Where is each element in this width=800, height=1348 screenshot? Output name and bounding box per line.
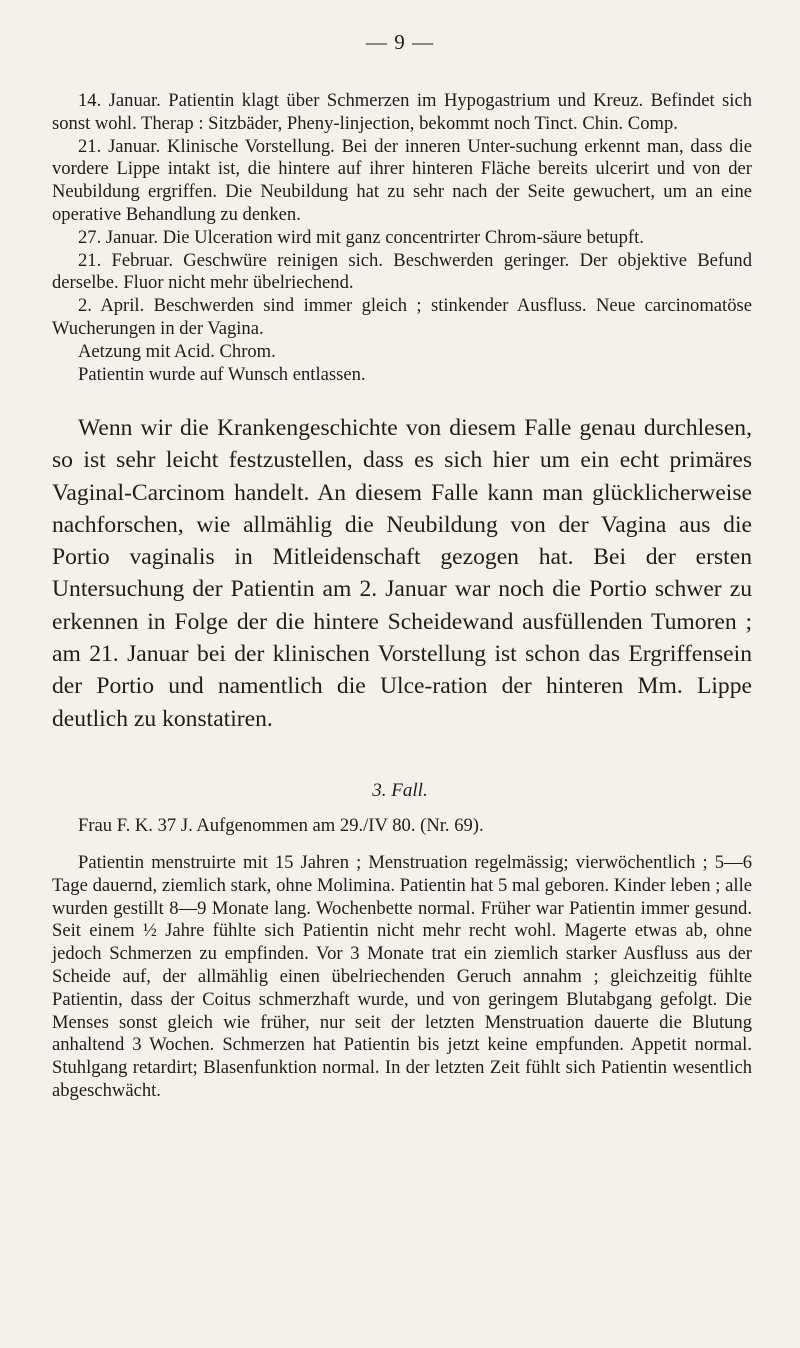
entry-21-januar: 21. Januar. Klinische Vorstellung. Bei der inneren Unter-suchung erkennt man, dass die vordere Lippe intakt ist, die hintere auf ihrer hinteren Fläche bereits ulcerirt und von der Neubildung ergriffen. Die Neubildung hat zu sehr nach der Seite gewuchert, um an eine operative Behandlung zu denken. (52, 135, 752, 225)
anamnesis-text: Patientin menstruirte mit 15 Jahren ; Menstruation regelmässig; vierwöchentlich ; 5—6 Tage dauernd, ziemlich stark, ohne Molimina. Patientin hat 5 mal geboren. Kinder leben ; alle wurden gestillt 8—9 Monate lang. Wochenbette normal. Früher war Patientin immer gesund. Seit einem ½ Jahre fühlte sich Patientin nicht mehr recht wohl. Magerte etwas ab, ohne jedoch Schmerzen zu empfinden. Vor 3 Monate trat ein ziemlich starker Ausfluss aus der Scheide auf, der allmählig einen übelriechenden Geruch annahm ; gleichzeitig fühlte Patientin, dass der Coitus schmerzhaft wurde, und von geringem Blutabgang gefolgt. Die Menses sonst gleich wie früher, nur seit der letzten Menstruation dauerte die Blutung anhaltend 3 Wochen. Schmerzen hat Patientin bis jetzt keine empfunden. Appetit normal. Stuhlgang retardirt; Blasenfunktion normal. In der letzten Zeit fühlt sich Patientin wesentlich abgeschwächt. (52, 852, 752, 1101)
entry-14-januar: 14. Januar. Patientin klagt über Schmerzen im Hypogastrium und Kreuz. Befindet sich sonst wohl. Therap : Sitzbäder, Pheny-linjection, bekommt noch Tinct. Chin. Comp. (52, 90, 752, 134)
case-meta: Frau F. K. 37 J. Aufgenommen am 29./IV 80. (Nr. 69). (78, 815, 484, 836)
discussion-paragraph (52, 412, 752, 735)
discussion-text: Wenn wir die Krankengeschichte von diesem Falle genau durchlesen, so ist sehr leicht festzustellen, dass es sich hier um ein echt primäres Vaginal-Carcinom handelt. An diesem Falle kann man glücklicherweise nachforschen, wie allmählig die Neubildung von der Vagina aus die Portio vaginalis in Mitleidenschaft gezogen hat. Bei der ersten Untersuchung der Patientin am 2. Januar war noch die Portio schwer zu erkennen in Folge der die hintere Scheidewand ausfüllenden Tumoren ; am 21. Januar bei der klinischen Vorstellung ist schon das Ergriffensein der Portio und namentlich die Ulce-ration der hinteren Mm. Lippe deutlich zu konstatiren. (52, 415, 752, 732)
case-entries (52, 90, 752, 386)
anamnesis-paragraph (52, 852, 752, 1103)
entry-21-februar: 21. Februar. Geschwüre reinigen sich. Beschwerden geringer. Der objektive Befund derselbe. Fluor nicht mehr übelriechend. (52, 249, 752, 294)
page-number: — 9 — (366, 30, 434, 54)
entry-27-januar: 27. Januar. Die Ulceration wird mit ganz concentrirter Chrom-säure betupft. (78, 226, 644, 248)
entry-entlassen: Patientin wurde auf Wunsch entlassen. (78, 363, 366, 385)
entry-aetzung: Aetzung mit Acid. Chrom. (78, 340, 276, 362)
case-heading: 3. Fall. (372, 780, 428, 801)
entry-2-april: 2. April. Beschwerden sind immer gleich ; stinkender Ausfluss. Neue carcinomatöse Wucherungen in der Vagina. (52, 295, 752, 339)
